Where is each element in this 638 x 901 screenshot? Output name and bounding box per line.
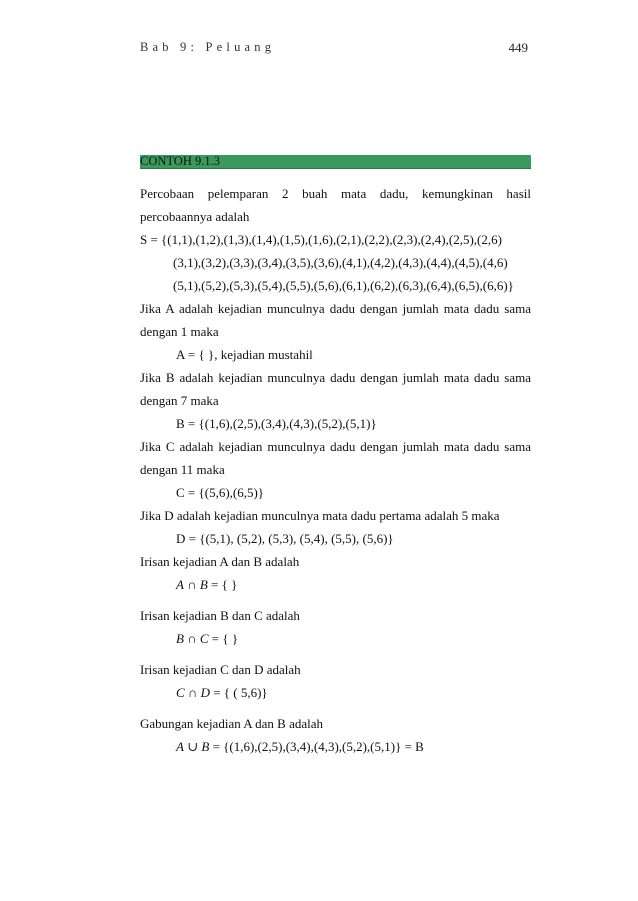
- union-ab-formula: [140, 735, 531, 758]
- intersection-icon: ∩: [187, 631, 197, 646]
- event-c-line-1: Jika C adalah kejadian munculnya dadu dengan jumlah mata dadu sama: [140, 439, 531, 454]
- intersection-cd-value: = { ( 5,6)}: [213, 685, 268, 700]
- example-heading: CONTOH 9.1.3: [140, 154, 220, 168]
- chapter-header: Bab 9: Peluang: [140, 40, 276, 54]
- set-b-symbol: B: [201, 739, 210, 754]
- event-b-line-1: Jika B adalah kejadian munculnya dadu dengan jumlah mata dadu sama: [140, 370, 531, 385]
- intersection-ab-formula: [140, 573, 531, 596]
- set-c-symbol: C: [199, 631, 209, 646]
- event-a-line-2: dengan 1 maka: [140, 324, 219, 339]
- intersection-cd-formula: [140, 681, 531, 704]
- sample-space-row-1: S = {(1,1),(1,2),(1,3),(1,4),(1,5),(1,6),(2,1),(2,2),(2,3),(2,4),(2,5),(2,6): [140, 232, 502, 247]
- intersection-icon: ∩: [187, 577, 197, 592]
- set-a-symbol: A: [176, 739, 184, 754]
- union-icon: ∪: [187, 739, 199, 754]
- intersection-bc-label: Irisan kejadian B dan C adalah: [140, 608, 300, 623]
- event-a-result: A = { }, kejadian mustahil: [176, 347, 313, 362]
- set-b-symbol: B: [199, 577, 208, 592]
- intersection-bc-formula: [140, 627, 531, 650]
- intro-line-2: percobaannya adalah: [140, 209, 250, 224]
- intersection-ab-value: = { }: [211, 577, 238, 592]
- event-c-line-2: dengan 11 maka: [140, 462, 225, 477]
- union-ab-label: Gabungan kejadian A dan B adalah: [140, 716, 324, 731]
- intersection-cd-label: Irisan kejadian C dan D adalah: [140, 662, 301, 677]
- set-c-symbol: C: [176, 685, 185, 700]
- page-content: [140, 182, 531, 758]
- event-b-result: B = {(1,6),(2,5),(3,4),(4,3),(5,2),(5,1)}: [176, 416, 377, 431]
- sample-space-row-3: (5,1),(5,2),(5,3),(5,4),(5,5),(5,6),(6,1),(6,2),(6,3),(6,4),(6,5),(6,6)}: [173, 278, 514, 293]
- page-number: 449: [508, 40, 528, 55]
- event-b-line-2: dengan 7 maka: [140, 393, 219, 408]
- set-b-symbol: B: [176, 631, 184, 646]
- event-c-result: C = {(5,6),(6,5)}: [176, 485, 265, 500]
- event-d-result: D = {(5,1), (5,2), (5,3), (5,4), (5,5), (5,6)}: [176, 531, 394, 546]
- set-a-symbol: A: [176, 577, 184, 592]
- intro-line-1: Percobaan pelemparan 2 buah mata dadu, kemungkinan hasil: [140, 186, 531, 201]
- union-ab-value: = {(1,6),(2,5),(3,4),(4,3),(5,2),(5,1)} = B: [212, 739, 424, 754]
- event-a-line-1: Jika A adalah kejadian munculnya dadu dengan jumlah mata dadu sama: [140, 301, 531, 316]
- intersection-bc-value: = { }: [211, 631, 239, 646]
- event-d-line-1: Jika D adalah kejadian munculnya mata dadu pertama adalah 5 maka: [140, 508, 500, 523]
- sample-space-row-2: (3,1),(3,2),(3,3),(3,4),(3,5),(3,6),(4,1),(4,2),(4,3),(4,4),(4,5),(4,6): [173, 255, 508, 270]
- intersection-ab-label: Irisan kejadian A dan B adalah: [140, 554, 300, 569]
- intersection-icon: ∩: [187, 685, 198, 700]
- set-d-symbol: D: [200, 685, 210, 700]
